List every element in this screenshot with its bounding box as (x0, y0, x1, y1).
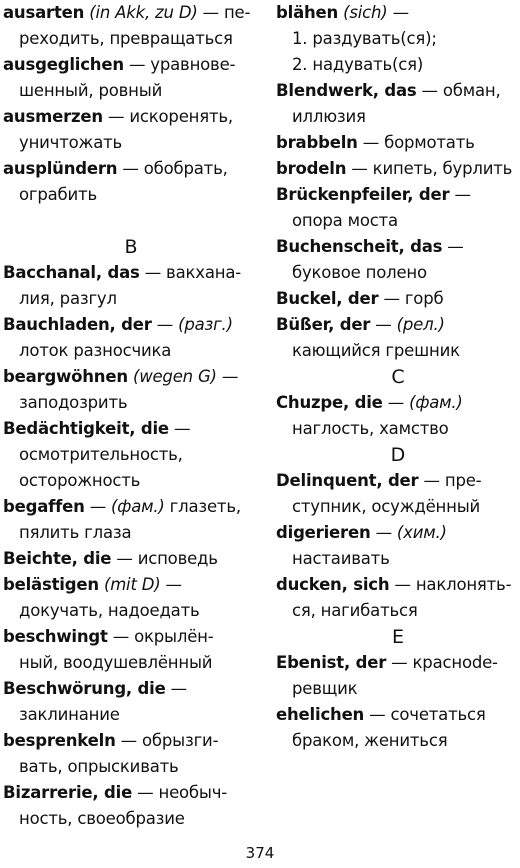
entry-continuation (276, 598, 520, 624)
headword: Buckel, der (276, 289, 379, 308)
translation-text: — (216, 367, 239, 386)
translation-text: — искоренять, (102, 107, 233, 126)
grammar-note: (wegen G) (127, 367, 217, 386)
entry-continuation (3, 182, 259, 208)
entry-continuation (276, 546, 520, 572)
grammar-note: (разг.) (178, 315, 233, 334)
grammar-note: (in Akk, zu D) (84, 3, 198, 22)
entry-line (3, 52, 259, 78)
entry-continuation (276, 26, 520, 52)
headword: Buchenscheit, das (276, 237, 443, 256)
entry-continuation (276, 494, 520, 520)
grammar-note: (рел.) (396, 315, 445, 334)
translation-text: ступник, осуждённый (292, 497, 481, 516)
entry-continuation (3, 468, 259, 494)
section-letter (276, 364, 520, 390)
headword: Ebenist, der (276, 653, 387, 672)
grammar-note: (mit D) (98, 575, 161, 594)
translation-text: — (382, 393, 410, 412)
translation-text: — (151, 315, 179, 334)
entry-line (276, 520, 520, 546)
entry-continuation (3, 26, 259, 52)
translation-text: — окрылён- (107, 627, 214, 646)
translation-text: — пе- (197, 3, 251, 22)
translation-text: шенный, ровный (19, 81, 163, 100)
entry-line (3, 546, 259, 572)
entry-continuation (276, 728, 520, 754)
headword: brabbeln (276, 133, 358, 152)
translation-text: вать, опрыскивать (19, 757, 179, 776)
headword: Delinquent, der (276, 471, 419, 490)
entry-line (3, 780, 259, 806)
letter-heading: B (124, 236, 138, 258)
headword: Bedächtigkeit, die (3, 419, 169, 438)
entry-line (276, 182, 520, 208)
translation-text: 1. раздувать(ся); (292, 29, 437, 48)
entry-line (276, 156, 520, 182)
entry-continuation (3, 442, 259, 468)
headword: belästigen (3, 575, 99, 594)
translation-text: 2. надувать(ся) (292, 55, 424, 74)
translation-text: — пре- (418, 471, 482, 490)
headword: begaffen (3, 497, 85, 516)
translation-text: — (387, 3, 409, 22)
translation-text: — необыч- (132, 783, 228, 802)
entry-line (3, 676, 259, 702)
translation-text: — сочетаться (364, 705, 486, 724)
headword: blähen (276, 3, 339, 22)
entry-line (276, 0, 520, 26)
entry-continuation (3, 650, 259, 676)
blank-line (3, 208, 259, 234)
entry-line (276, 572, 520, 598)
translation-text: заклинание (19, 705, 120, 724)
entry-continuation (3, 754, 259, 780)
translation-text: — (370, 523, 397, 542)
headword: Chuzpe, die (276, 393, 383, 412)
grammar-note: (sich) (338, 3, 388, 22)
entry-continuation (3, 806, 259, 832)
entry-continuation (3, 520, 259, 546)
headword: Brückenpfeiler, der (276, 185, 450, 204)
headword: Bauchladen, der (3, 315, 152, 334)
letter-heading: E (391, 626, 404, 648)
entry-line (3, 494, 259, 520)
entry-continuation (3, 338, 259, 364)
translation-text: ность, своеобразие (19, 809, 185, 828)
headword: ducken, sich (276, 575, 390, 594)
translation-text: ся, нагибаться (292, 601, 418, 620)
right-column (276, 0, 520, 754)
translation-text: — бормотать (357, 133, 475, 152)
headword: ehelichen (276, 705, 365, 724)
grammar-note: (хим.) (396, 523, 447, 542)
headword: Bacchanal, das (3, 263, 140, 282)
entry-continuation (3, 598, 259, 624)
left-column (3, 0, 259, 832)
headword: besprenkeln (3, 731, 116, 750)
translation-text: ограбить (19, 185, 97, 204)
entry-line (3, 728, 259, 754)
entry-line (3, 0, 259, 26)
section-letter (3, 234, 259, 260)
headword: Bizarrerie, die (3, 783, 133, 802)
entry-line (3, 260, 259, 286)
entry-line (276, 390, 520, 416)
entry-line (3, 624, 259, 650)
headword: Beschwörung, die (3, 679, 166, 698)
translation-text: реходить, превращаться (19, 29, 233, 48)
translation-text: — (84, 497, 112, 516)
headword: Beichte, die (3, 549, 112, 568)
entry-continuation (3, 286, 259, 312)
translation-text: иллюзия (292, 107, 366, 126)
entry-continuation (3, 78, 259, 104)
translation-text: — уравнове- (123, 55, 236, 74)
entry-line (276, 702, 520, 728)
translation-text: — (370, 315, 397, 334)
headword: ausmerzen (3, 107, 103, 126)
entry-continuation (276, 104, 520, 130)
translation-text: — (442, 237, 464, 256)
page-number: 374 (245, 844, 275, 862)
headword: digerieren (276, 523, 371, 542)
headword: ausarten (3, 3, 85, 22)
translation-text: — краснode- (386, 653, 498, 672)
translation-text: наглость, хамство (292, 419, 449, 438)
entry-continuation (276, 260, 520, 286)
translation-text: — обобрать, (117, 159, 228, 178)
translation-text: — исповедь (111, 549, 218, 568)
entry-continuation (276, 338, 520, 364)
entry-continuation (3, 390, 259, 416)
headword: ausplündern (3, 159, 118, 178)
headword: Blendwerk, das (276, 81, 417, 100)
entry-line (3, 364, 259, 390)
entry-line (276, 78, 520, 104)
translation-text: пялить глаза (19, 523, 132, 542)
entry-continuation (3, 130, 259, 156)
translation-text: осмотрительность, (19, 445, 183, 464)
entry-continuation (276, 52, 520, 78)
entry-continuation (276, 208, 520, 234)
translation-text: — наклонять- (389, 575, 512, 594)
section-letter (276, 442, 520, 468)
entry-line (3, 312, 259, 338)
entry-line (276, 286, 520, 312)
entry-continuation (276, 676, 520, 702)
translation-text: буковое полено (292, 263, 427, 282)
translation-text: — (160, 575, 182, 594)
translation-text: — (449, 185, 471, 204)
translation-text: — (165, 679, 187, 698)
translation-text: лия, разгул (19, 289, 117, 308)
headword: brodeln (276, 159, 347, 178)
translation-text: лоток разносчика (19, 341, 172, 360)
translation-text: глазеть, (164, 497, 241, 516)
translation-text: уничтожать (19, 133, 123, 152)
entry-continuation (3, 702, 259, 728)
section-letter (276, 624, 520, 650)
entry-line (3, 416, 259, 442)
translation-text: заподозрить (19, 393, 128, 412)
translation-text: докучать, надоедать (19, 601, 200, 620)
entry-line (276, 312, 520, 338)
entry-line (3, 572, 259, 598)
translation-text: кающийся грешник (292, 341, 460, 360)
translation-text: ревщик (292, 679, 358, 698)
translation-text: — обрызги- (115, 731, 219, 750)
entry-line (276, 650, 520, 676)
translation-text: осторожность (19, 471, 141, 490)
translation-text: — вакхана- (139, 263, 241, 282)
translation-text: — обман, (416, 81, 501, 100)
translation-text: опора моста (292, 211, 398, 230)
letter-heading: D (390, 444, 406, 466)
entry-line (276, 234, 520, 260)
headword: ausgeglichen (3, 55, 124, 74)
headword: beschwingt (3, 627, 108, 646)
headword: Büßer, der (276, 315, 371, 334)
headword: beargwöhnen (3, 367, 128, 386)
translation-text: — (168, 419, 191, 438)
translation-text: — кипеть, бурлить (346, 159, 513, 178)
entry-line (276, 130, 520, 156)
letter-heading: C (391, 366, 405, 388)
grammar-note: (фам.) (409, 393, 463, 412)
entry-line (276, 468, 520, 494)
grammar-note: (фам.) (111, 497, 165, 516)
translation-text: настаивать (292, 549, 390, 568)
translation-text: браком, жениться (292, 731, 448, 750)
entry-line (3, 156, 259, 182)
translation-text: ный, воодушевлённый (19, 653, 213, 672)
translation-text: — горб (378, 289, 444, 308)
entry-line (3, 104, 259, 130)
entry-continuation (276, 416, 520, 442)
